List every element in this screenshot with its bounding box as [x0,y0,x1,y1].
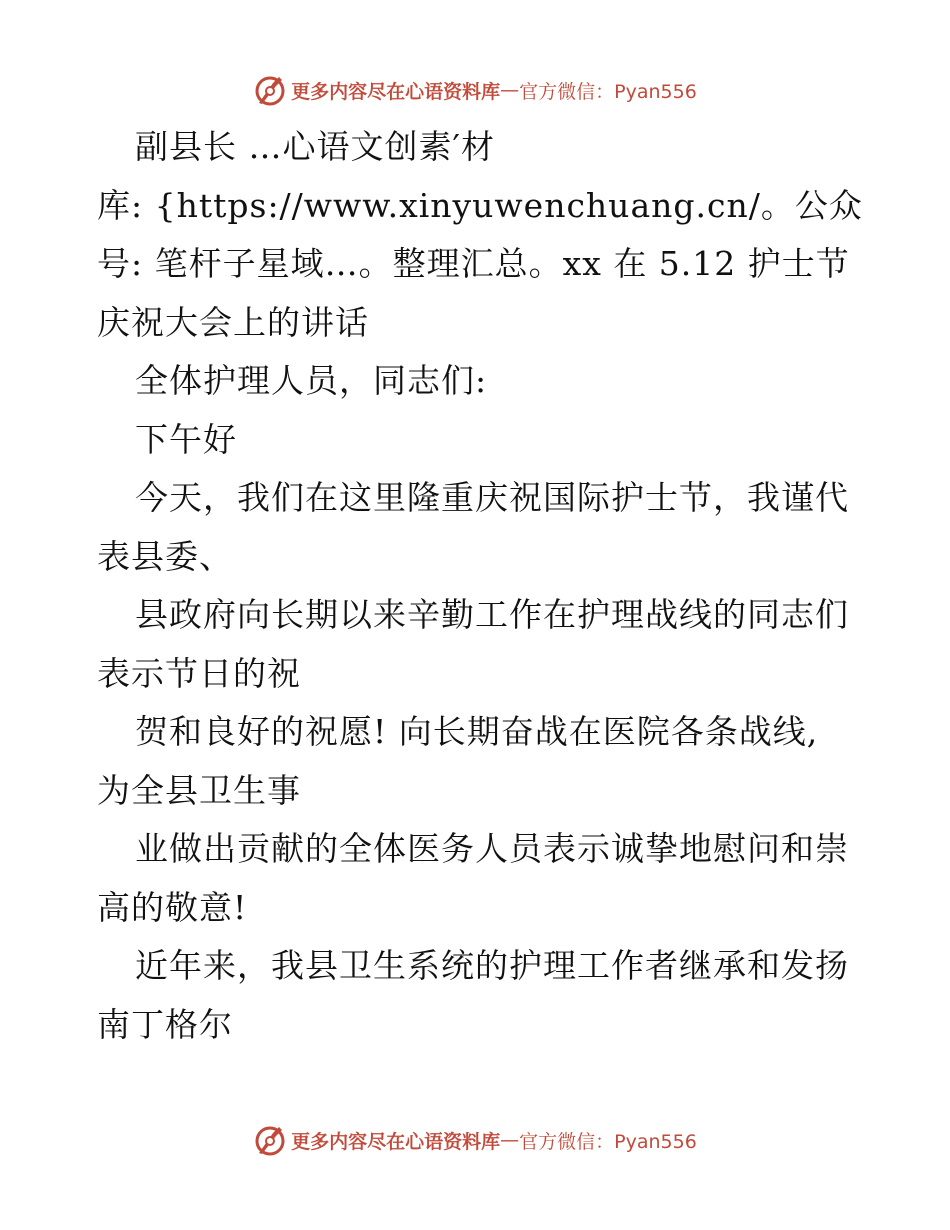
body-line: 近年来，我县卫生系统的护理工作者继承和发扬 [135,946,849,985]
body-line: 庆祝大会上的讲话 [97,302,369,342]
body-line: 表县委、 [97,536,233,576]
body-line: 副县长 …心语文创素′材 [135,127,495,166]
footer-banner [0,1120,950,1160]
banner-separator: — [500,79,520,101]
body-line: 县政府向长期以来辛勤工作在护理战线的同志们 [135,595,849,634]
pen-circle-logo-icon [253,1123,287,1157]
body-line: 库: {https://www.xinyuwenchuang.cn/。公众 [97,185,863,225]
banner-wechat: 官方微信：Pyan556 [519,1130,697,1153]
body-line: 下午好 [135,419,237,459]
banner-wechat: 官方微信：Pyan556 [519,80,697,103]
body-line: 业做出贡献的全体医务人员表示诚挚地慰问和崇 [135,829,849,868]
body-line: 南丁格尔 [97,1004,233,1044]
body-line: 为全县卫生事 [97,770,301,810]
pen-circle-logo-icon [253,73,287,107]
body-line: 表示节日的祝 [97,653,301,693]
body-line: 全体护理人员，同志们: [135,361,488,400]
banner-text: 更多内容尽在心语资料库 [291,80,501,103]
banner-text: 更多内容尽在心语资料库 [291,1130,501,1153]
header-banner [0,70,950,110]
body-line: 号: 笔杆子星域…。整理汇总。xx 在 5.12 护士节 [97,244,850,283]
body-line: 高的敬意! [97,887,248,927]
body-line: 今天，我们在这里隆重庆祝国际护士节，我谨代 [135,478,849,517]
banner-separator: — [500,1129,520,1151]
body-line: 贺和良好的祝愿! 向长期奋战在医院各条战线, [135,712,819,751]
document-body [97,118,863,1054]
